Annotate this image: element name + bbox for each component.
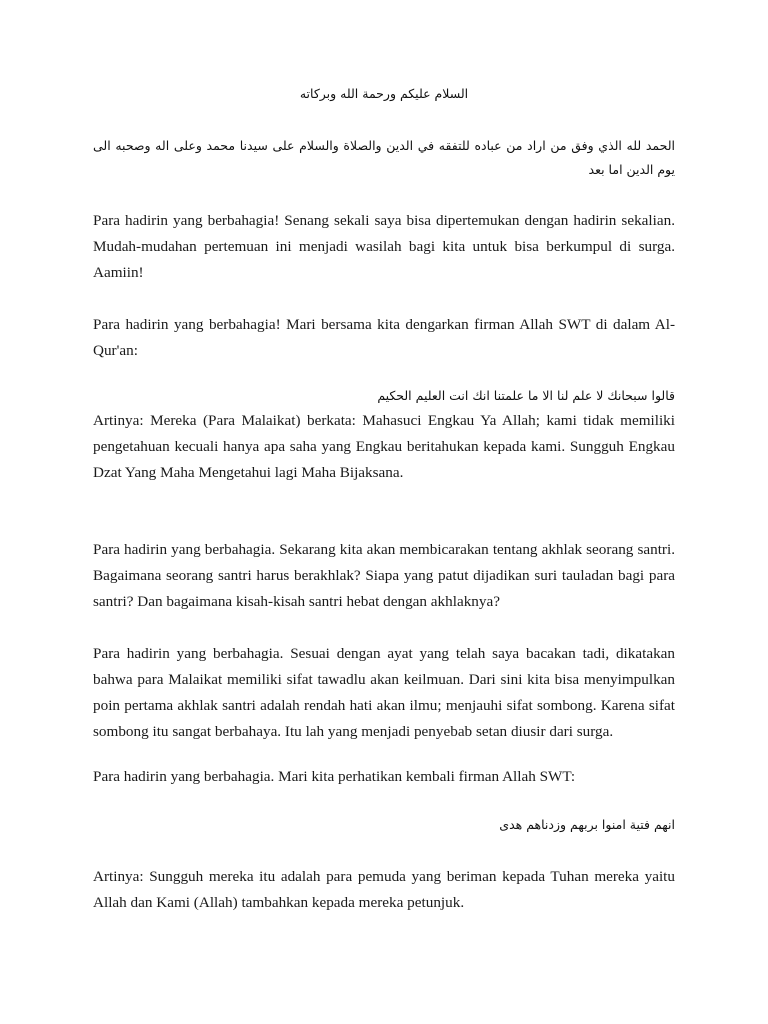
verse-1-arabic: قالوا سبحانك لا علم لنا الا ما علمتنا انك انت العليم الحكيم (377, 388, 675, 403)
hamdalah-opening: الحمد لله الذي وفق من اراد من عباده للتفقه في الدين والصلاة والسلام على سيدنا محمد وعلى اله وصحبه الى يوم الدين اما بعد (93, 138, 675, 177)
paragraph-intro-verse: Para hadirin yang berbahagia! Mari bersama kita dengarkan firman Allah SWT di dalam Al-Qur'an: (93, 316, 675, 359)
verse-2-arabic: انهم فتية امنوا بربهم وزدناهم هدى (499, 817, 675, 832)
document-page (93, 0, 675, 1024)
paragraph-topic: Para hadirin yang berbahagia. Sekarang kita akan membicarakan tentang akhlak seorang santri. Bagaimana seorang santri harus berakhlak? Siapa yang patut dijadikan suri tauladan bagi para santri? Dan bagaimana kisah-kisah santri hebat dengan akhlaknya? (93, 541, 675, 610)
paragraph-translation-1: Artinya: Mereka (Para Malaikat) berkata: Mahasuci Engkau Ya Allah; kami tidak memiliki pengetahuan kecuali hanya apa saha yang Engkau beritahukan kepada kami. Sungguh Engkau Dzat Yang Maha Mengetahui lagi Maha Bijaksana. (93, 412, 675, 481)
paragraph-translation-2: Artinya: Sungguh mereka itu adalah para pemuda yang beriman kepada Tuhan mereka yaitu Allah dan Kami (Allah) tambahkan kepada mereka petunjuk. (93, 868, 675, 911)
salam-greeting: السلام عليكم ورحمة الله وبركاته (299, 86, 469, 101)
paragraph-greeting: Para hadirin yang berbahagia! Senang sekali saya bisa dipertemukan dengan hadirin sekalian. Mudah-mudahan pertemuan ini menjadi wasilah bagi kita untuk bisa berkumpul di surga. Aamiin! (93, 212, 675, 281)
paragraph-intro-verse-2: Para hadirin yang berbahagia. Mari kita perhatikan kembali firman Allah SWT: (93, 768, 576, 785)
paragraph-tawadlu: Para hadirin yang berbahagia. Sesuai dengan ayat yang telah saya bacakan tadi, dikatakan bahwa para Malaikat memiliki sifat tawadlu akan keilmuan. Dari sini kita bisa menyimpulkan poin pertama akhlak santri adalah rendah hati akan ilmu; menjauhi sifat sombong. Karena sifat sombong itu sangat berbahaya. Itu lah yang menjadi penyebab setan diusir dari surga. (93, 645, 675, 740)
